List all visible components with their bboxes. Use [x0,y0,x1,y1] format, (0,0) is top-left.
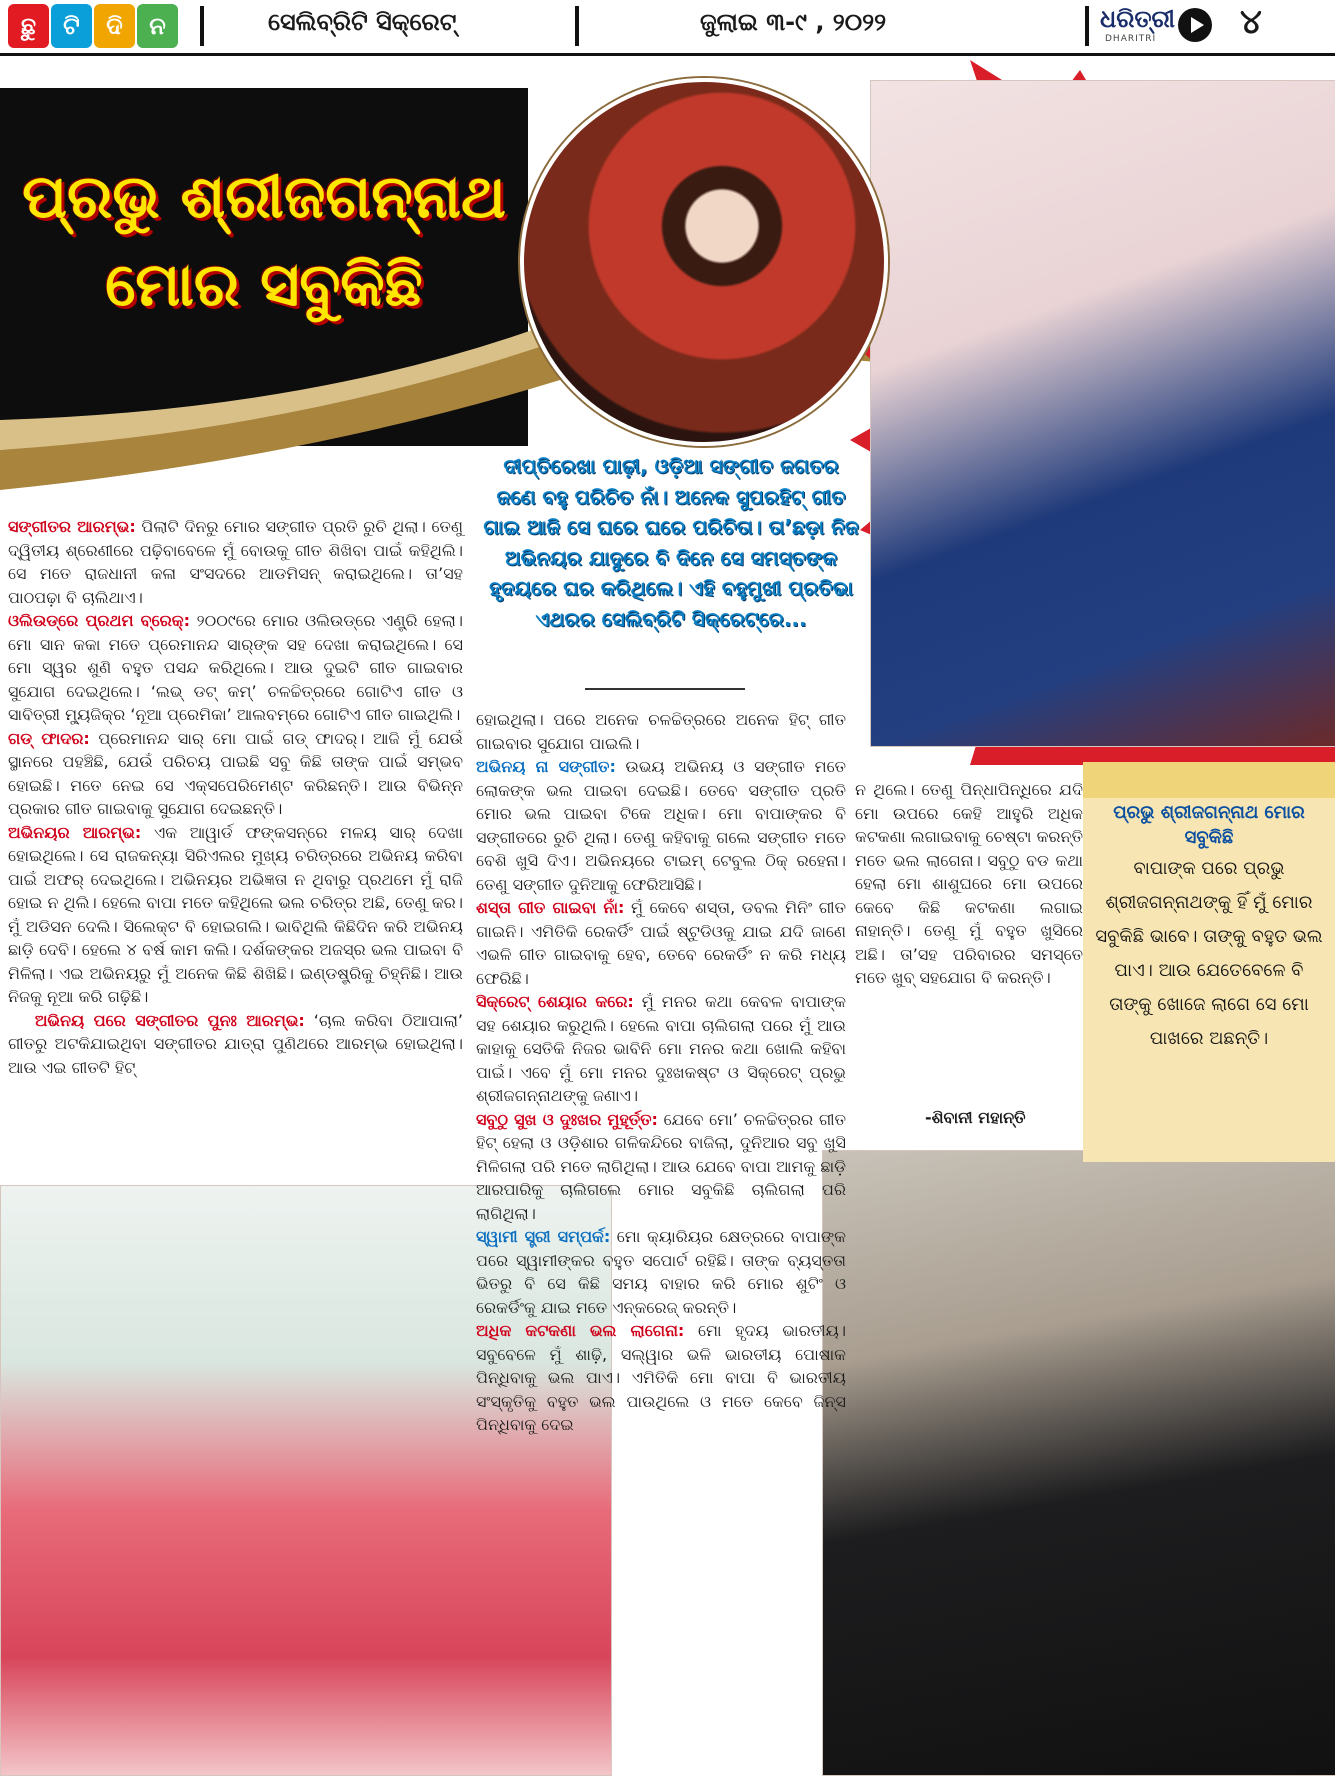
couple-photo [822,1150,1335,1776]
subhead-label: ସଙ୍ଗୀତର ଆରମ୍ଭ: [8,517,136,536]
masthead-letter-1: ଛୁ [8,4,49,48]
subhead-label: ଅଧିକ କଟକଣା ଭଲ ଲାଗେନା: [476,1321,685,1340]
paragraph-text: ମୁଁ ମନର କଥା କେବଳ ବାପାଙ୍କ ସହ ଶେୟାର କରୁଥିଲି। ହେଲେ ବାପା ଚାଲିଗଲା ପରେ ମୁଁ ଆଉ କାହାକୁ ସେତିକି ନିଜର ଭାବିନି ମୋ ମନର କଥା ଖୋଲି କହିବା ପାଇଁ। ଏବେ ମୁଁ ମୋ ମନର ଦୁଃଖକଷ୍ଟ ଓ ସିକ୍ରେଟ୍ ପ୍ରଭୁ ଶ୍ରୀଜଗନ୍ନାଥଙ୍କୁ ଜଣାଏ। [476,992,846,1105]
masthead-letter-3: ଦି [94,4,135,48]
subhead-label: ଓଲିଉଡ୍‌ରେ ପ୍ରଥମ ବ୍ରେକ୍: [8,611,190,630]
article-paragraph [476,1225,846,1319]
header-divider [575,6,579,46]
header-divider [200,6,204,46]
byline: -ଶିବାନୀ ମହାନ୍ତି [925,1108,1026,1127]
headline-line-1: ପ୍ରଭୁ ଶ୍ରୀଜଗନ୍ନାଥ [22,162,506,232]
paragraph-text: ଏକ ଆୱାର୍ଡ ଫଙ୍କସନ୍‌ରେ ମଳୟ ସାର୍ ଦେଖା ହୋଇଥିଲେ। ସେ ରାଜକନ୍ୟା ସିରିଏଲର ମୁଖ୍ୟ ଚରିତ୍ରରେ ଅଭିନୟ କରିବା ପାଇଁ ଅଫର୍ ଦେଇଥିଲେ। ଅଭିନୟର ଅଭିଜ୍ଞତା ନ ଥିବାରୁ ପ୍ରଥମେ ମୁଁ ରାଜି ହୋଇ ନ ଥିଲି। ହେଲେ ବାପା ମତେ କହିଥିଲେ ଭଲ ଚରିତ୍ର ଅଛି, ତେଣୁ କର। ମୁଁ ଅଡିସନ ଦେଲି। ସିଲେକ୍ଟ ବି ହୋଇଗଲି। ଭାବିଥିଲି କିଛିଦିନ କରି ଅଭିନୟ ଛାଡ଼ି ଦେବି। ହେଲେ ୪ ବର୍ଷ କାମ କଲି। ଦର୍ଶକଙ୍କର ଅଜସ୍ର ଭଲ ପାଇବା ବି ମିଳିଲା। ଏଇ ଅଭିନୟରୁ ମୁଁ ଅନେକ କିଛି ଶିଖିଛି। ଇଣ୍ଡଷ୍ଟ୍ରିକୁ ଚିହ୍ନିଛି। ଆଉ ନିଜକୁ ନୂଆ କରି ଗଢ଼ିଛି। [8,822,463,1006]
article-column-2 [476,708,846,1437]
paragraph-text: ୨୦୦୯ରେ ମୋର ଓଲିଉଡ୍‌ରେ ଏଣ୍ଟ୍ରି ହେଲା। ମୋ ସାନ କକା ମତେ ପ୍ରେମାନନ୍ଦ ସାର୍‌ଙ୍କ ସହ ଦେଖା କରାଇଥିଲେ। ସେ ମୋ ସ୍ୱର ଶୁଣି ବହୁତ ପସନ୍ଦ କରିଥିଲେ। ଆଉ ଦୁଇଟି ଗୀତ ଗାଇବାର ସୁଯୋଗ ଦେଇଥିଲେ। ‘ଲଭ୍ ଡଟ୍ କମ୍’ ଚଳଚ୍ଚିତ୍ରରେ ଗୋଟିଏ ଗୀତ ଓ ସାବିତ୍ରୀ ମ୍ୟୁଜିକ୍‌ର ‘ନୂଆ ପ୍ରେମିକା’ ଆଲବମ୍‌ରେ ଗୋଟିଏ ଗୀତ ଗାଇଥିଲି। [8,611,463,724]
article-paragraph [476,755,846,896]
masthead-logo [8,4,178,48]
paragraph-text: ‘ଚାଲ କରିବା ଠିଆପାଲା’ ଗୀତରୁ ଅଟକିଯାଇଥିବା ସଙ୍ଗୀତର ଯାତ୍ରା ପୁଣିଥରେ ଆରମ୍ଭ ହୋଇଥିଲା। ଆଉ ଏଇ ଗୀତଟି ହିଟ୍ [8,1010,463,1077]
subhead-label: ଶସ୍ତା ଗୀତ ଗାଇବା ନାଁ: [476,898,625,917]
paragraph-text: ଉଭୟ ଅଭିନୟ ଓ ସଙ୍ଗୀତ ମତେ ଲୋକଙ୍କ ଭଲ ପାଇବା ଦେଇଛି। ତେବେ ସଙ୍ଗୀତ ପ୍ରତି ମୋର ଭଲ ପାଇବା ଟିକେ ଅଧିକ। ମୋ ବାପାଙ୍କର ବି ସଙ୍ଗୀତରେ ରୁଚି ଥିଲା। ତେଣୁ କହିବାକୁ ଗଲେ ସଙ୍ଗୀତ ମତେ ବେଶି ଖୁସି ଦିଏ। ଅଭିନୟରେ ଟାଇମ୍ ଟେବୁଲ ଠିକ୍ ରହେନା। ତେଣୁ ସଙ୍ଗୀତ ଦୁନିଆକୁ ଫେରିଆସିଛି। [476,757,846,894]
paragraph-text: ମୋ ହୃଦୟ ଭାରତୀୟ। ସବୁବେଳେ ମୁଁ ଶାଢ଼ି, ସଲ୍‌ୱାର ଭଳି ଭାରତୀୟ ପୋଷାକ ପିନ୍ଧିବାକୁ ଭଲ ପାଏ। ଏମିତିକି ମୋ ବାପା ବି ଭାରତୀୟ ସଂସ୍କୃତିକୁ ବହୁତ ଭଲ ପାଉଥିଲେ ଓ ମତେ କେବେ ଜିନ୍ସ ପିନ୍ଧିବାକୁ ଦେଇ [476,1321,846,1434]
paragraph-text: ପ୍ରେମାନନ୍ଦ ସାର୍ ମୋ ପାଇଁ ଗଡ୍ ଫାଦର୍। ଆଜି ମୁଁ ଯେଉଁ ସ୍ଥାନରେ ପହଞ୍ଚିଛି, ଯେଉଁ ପରିଚୟ ପାଇଛି ସବୁ କିଛି ତାଙ୍କ ପାଇଁ ସମ୍ଭବ ହୋଇଛି। ମତେ ନେଇ ସେ ଏକ୍ସପେରିମେଣ୍ଟ କରିଛନ୍ତି। ଆଉ ବିଭିନ୍ନ ପ୍ରକାର ଗୀତ ଗାଇବାକୁ ସୁଯୋଗ ଦେଇଛନ୍ତି। [8,728,463,818]
header-rule [0,53,1335,56]
article-column-1 [8,515,463,1079]
intro-summary: ଦୀପ୍ତିରେଖା ପାଢ଼ୀ, ଓଡ଼ିଆ ସଙ୍ଗୀତ ଜଗତର ଜଣେ ବହୁ ପରିଚିତ ନାଁ। ଅନେକ ସୁପରହିଟ୍ ଗୀତ ଗାଇ ଆଜି ସେ ଘରେ ଘରେ ପରିଚିତା। ତା’ଛଡ଼ା ନିଜ ଅଭିନୟର ଯାଦୁରେ ବି ଦିନେ ସେ ସମସ୍ତଙ୍କ ହୃଦୟରେ ଘର କରିଥିଲେ। ଏହି ବହୁମୁଖୀ ପ୍ରତିଭା ଏଥରର ସେଲିବ୍ରିଟି ସିକ୍ରେଟ୍‌ରେ... [483,454,859,631]
subhead-label: ସ୍ୱାମୀ ସ୍ତ୍ରୀ ସମ୍ପର୍କ: [476,1227,611,1246]
page-number: ୪ [1240,2,1262,42]
headline-line-2: ମୋର ସବୁକିଛି [105,250,423,320]
paragraph-text: ଯେବେ ମୋ’ ଚଳଚ୍ଚିତ୍ରର ଗୀତ ହିଟ୍ ହେଲା ଓ ଓଡ଼ିଶାର ଗଳିକନ୍ଦିରେ ବାଜିଲା, ଦୁନିଆର ସବୁ ଖୁସି ମିଳିଗଲା ପରି ମତେ ଲାଗିଥିଲା। ଆଉ ଯେବେ ବାପା ଆମକୁ ଛାଡ଼ି ଆରପାରିକୁ ଚାଲିଗଲେ ମୋର ସବୁକିଛି ଚାଲିଗଲା ପରି ଲାଗିଥିଲା। [476,1109,846,1223]
article-paragraph [476,990,846,1108]
article-paragraph [8,609,463,727]
pull-quote-body: ବାପାଙ୍କ ପରେ ପ୍ରଭୁ ଶ୍ରୀଜଗନ୍ନାଥଙ୍କୁ ହିଁ ମୁଁ ମୋର ସବୁକିଛି ଭାବେ। ତାଙ୍କୁ ବହୁତ ଭଲ ପାଏ। ଆଉ ଯେତେବେଳେ ବି ତାଙ୍କୁ ଖୋଜେ ଲାଗେ ସେ ମୋ ପାଖରେ ଅଛନ୍ତି। [1095,858,1323,1049]
paragraph-text: ହୋଇଥିଲା। ପରେ ଅନେକ ଚଳଚ୍ଚିତ୍ରରେ ଅନେକ ହିଟ୍ ଗୀତ ଗାଇବାର ସୁଯୋଗ ପାଇଲି। [476,710,846,753]
subhead-label: ଅଭିନୟ ପରେ ସଙ୍ଗୀତର ପୁନଃ ଆରମ୍ଭ: [34,1010,305,1030]
pull-quote-title: ପ୍ରଭୁ ଶ୍ରୀଜଗନ୍ନାଥ ମୋର ସବୁକିଛି [1113,802,1305,848]
subhead-label: ଅଭିନୟ ନା ସଙ୍ଗୀତ: [476,757,616,776]
pull-quote-band [1083,762,1335,798]
masthead-letter-2: ଟି [51,4,92,48]
singer-studio-photo [870,80,1335,747]
play-icon [1178,8,1212,42]
intro-divider [585,688,745,690]
paragraph-text: ମୋ କ୍ୟାରିୟର କ୍ଷେତ୍ରରେ ବାପାଙ୍କ ପରେ ସ୍ୱାମୀଙ୍କର ବହୁତ ସପୋର୍ଟ ରହିଛି। ତାଙ୍କ ବ୍ୟସ୍ତତା ଭିତରୁ ବି ସେ କିଛି ସମୟ ବାହାର କରି ମୋର ଶୁଟିଂ ଓ ରେକର୍ଡିଂକୁ ଯାଇ ମତେ ଏନ୍‌କରେଜ୍ କରନ୍ତି। [476,1227,846,1317]
brand-subtitle: DHARITRI [1105,34,1157,44]
article-paragraph [476,896,846,990]
issue-date: ଜୁଲାଇ ୩-୯ , ୨୦୨୨ [700,8,887,36]
subhead-label: ଅଭିନୟର ଆରମ୍ଭ: [8,822,142,842]
section-title: ସେଲିବ୍ରିଟି ସିକ୍ରେଟ୍ [268,8,457,36]
tanpura-portrait-photo [520,78,888,446]
article-paragraph [8,515,463,609]
masthead-letter-4: ନ [137,4,178,48]
header-divider [1085,6,1089,46]
article-paragraph [8,821,463,1009]
subhead-label: ସିକ୍ରେଟ୍ ଶେୟାର କରେ: [476,992,634,1011]
brand-logo: ଧରିତ୍ରୀ [1100,4,1175,33]
article-paragraph [476,1319,846,1437]
article-paragraph [476,1108,846,1226]
paragraph-text: ମୁଁ କେବେ ଶସ୍ତା, ଡବଲ ମିନିଂ ଗୀତ ଗାଇନି। ଏମିତିକି ରେକର୍ଡିଂ ପାଇଁ ଷ୍ଟୁଡିଓକୁ ଯାଇ ଯଦି ଜାଣେ ଏଭଳି ଗୀତ ଗାଇବାକୁ ହେବ, ତେବେ ରେକର୍ଡିଂ ନ କରି ମଧ୍ୟ ଫେରିଛି। [476,898,846,988]
paragraph-text: ପିଲାଟି ଦିନରୁ ମୋର ସଙ୍ଗୀତ ପ୍ରତି ରୁଚି ଥିଲା। ତେଣୁ ଦ୍ୱିତୀୟ ଶ୍ରେଣୀରେ ପଢ଼ିବାବେଳେ ମୁଁ ବୋଉକୁ ଗୀତ ଶିଖିବା ପାଇଁ କହିଥିଲି। ସେ ମତେ ରାଜଧାନୀ କଳା ସଂସଦରେ ଆଡମିସନ୍ କରାଇଥିଲେ। ତା’ସହ ପାଠପଢ଼ା ବି ଚାଲିଥାଏ। [8,517,463,607]
article-column-3: ନ ଥିଲେ। ତେଣୁ ପିନ୍ଧାପିନ୍ଧିରେ ଯଦି ମୋ ଉପରେ କେହି ଆହୁରି ଅଧିକ କଟକଣା ଲଗାଇବାକୁ ଚେଷ୍ଟା କରନ୍ତି ମତେ ଭଲ ଲାଗେନା। ସବୁଠୁ ବଡ କଥା ହେଲା ମୋ ଶାଶୁଘରେ ମୋ ଉପରେ କେବେ କିଛି କଟକଣା ଲଗାଇ ନାହାନ୍ତି। ତେଣୁ ମୁଁ ବହୁତ ଖୁସିରେ ଅଛି। ତା’ସହ ପରିବାରର ସମସ୍ତେ ମତେ ଖୁବ୍ ସହଯୋଗ ବି କରନ୍ତି। [855,780,1083,987]
article-paragraph [476,708,846,755]
subhead-label: ଗଡ୍ ଫାଦର: [8,728,90,748]
subhead-label: ସବୁଠୁ ସୁଖ ଓ ଦୁଃଖର ମୁହୂର୍ତ୍ତ: [476,1109,658,1129]
article-paragraph [8,1009,463,1080]
article-paragraph [8,727,463,821]
